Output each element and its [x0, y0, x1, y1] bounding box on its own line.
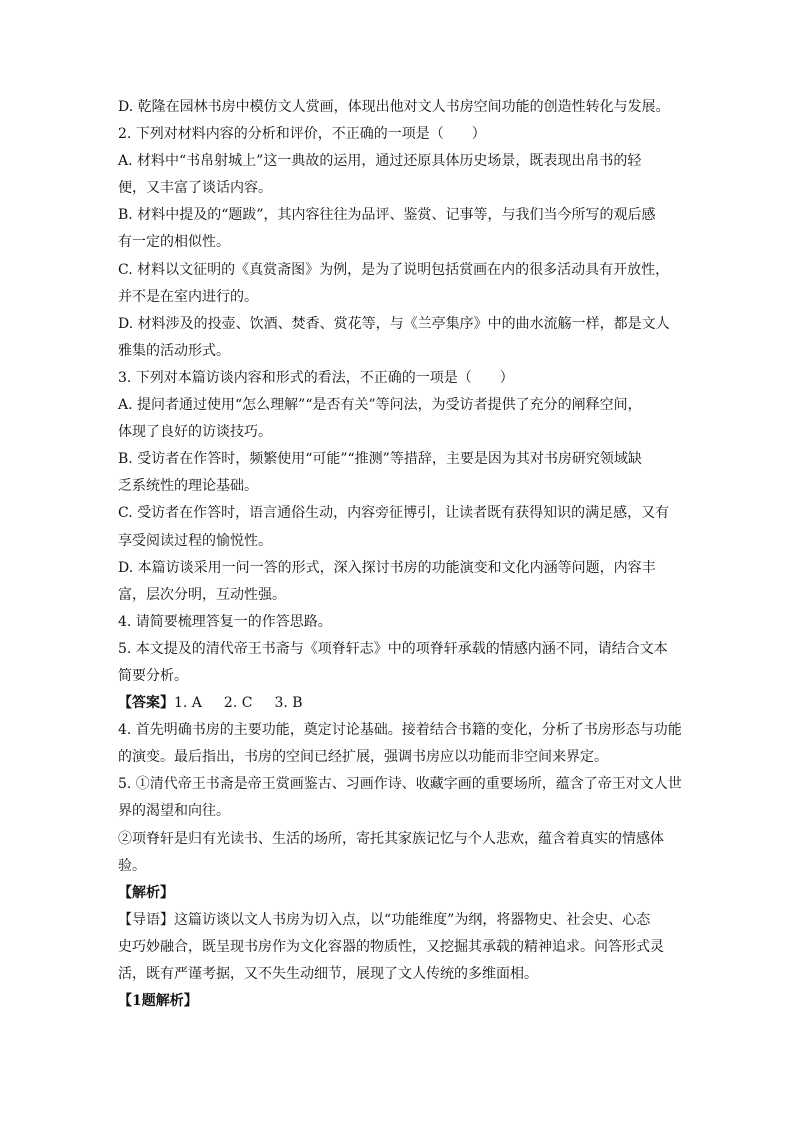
text-line: 并不是在室内进行的。 — [118, 288, 258, 305]
answer-1: 1. A — [174, 695, 202, 712]
text-line: 雅集的活动形式。 — [118, 342, 230, 359]
text-line: 便，又丰富了谈话内容。 — [118, 180, 272, 197]
text-line: 体现了良好的访谈技巧。 — [118, 424, 272, 441]
answer-row — [118, 690, 678, 717]
text-line: 简要分析。 — [118, 667, 188, 684]
question-2-stem: 2. 下列对材料内容的分析和评价，不正确的一项是（ ） — [118, 126, 486, 143]
text-line: 享受阅读过程的愉悦性。 — [118, 532, 272, 549]
text-line: 验。 — [118, 857, 146, 874]
text-line: 有一定的相似性。 — [118, 234, 230, 251]
text-line: D. 乾隆在园林书房中模仿文人赏画，体现出他对文人书房空间功能的创造性转化与发展。 — [118, 99, 670, 115]
q1-analysis-label: 【1题解析】 — [118, 993, 198, 1010]
question-4-stem: 4. 请简要梳理答复一的作答思路。 — [118, 613, 332, 630]
text-line: ②项脊轩是归有光读书、生活的场所，寄托其家族记忆与个人悲欢，蕴含着真实的情感体 — [118, 830, 664, 847]
text-line: D. 本篇访谈采用一问一答的形式，深入探讨书房的功能演变和文化内涵等问题，内容丰 — [118, 559, 656, 576]
text-line: 界的渴望和向往。 — [118, 803, 230, 820]
text-line: A. 材料中“书帛射城上”这一典故的运用，通过还原具体历史场景，既表现出帛书的轻 — [118, 153, 642, 170]
text-line: B. 材料中提及的“题跋”，其内容往往为品评、鉴赏、记事等，与我们当今所写的观后感 — [118, 207, 656, 224]
text-line: D. 材料涉及的投壶、饮酒、焚香、赏花等，与《兰亭集序》中的曲水流觞一样，都是文人 — [118, 315, 670, 332]
text-line: B. 受访者在作答时，频繁使用“可能”“推测”等措辞，主要是因为其对书房研究领域缺 — [118, 451, 642, 468]
answer-3: 3. B — [274, 695, 303, 712]
guide-line: 史巧妙融合，既呈现书房作为文化容器的物质性，又挖掘其承载的精神追求。问答形式灵 — [118, 938, 664, 955]
text-line: 的演变。最后指出，书房的空间已经扩展，强调书房应以功能而非空间来界定。 — [118, 749, 608, 766]
document-page — [118, 94, 682, 1015]
text-line: 4. 首先明确书房的主要功能，奠定讨论基础。接着结合书籍的变化，分析了书房形态与功能 — [118, 722, 682, 739]
answer-label: 【答案】 — [118, 695, 174, 712]
guide-line: 【导语】这篇访谈以文人书房为切入点，以“功能维度”为纲，将器物史、社会史、心态 — [118, 911, 651, 928]
text-line: C. 受访者在作答时，语言通俗生动，内容旁征博引，让读者既有获得知识的满足感，又有 — [118, 505, 670, 522]
guide-line: 活，既有严谨考据，又不失生动细节，展现了文人传统的多维面相。 — [118, 966, 538, 982]
answer-2: 2. C — [223, 695, 253, 712]
text-line: 5. ①清代帝王书斋是帝王赏画鉴古、习画作诗、收藏字画的重要场所，蕴含了帝王对文人世 — [118, 776, 682, 793]
analysis-label: 【解析】 — [118, 884, 174, 901]
text-line: C. 材料以文征明的《真赏斋图》为例，是为了说明包括赏画在内的很多活动具有开放性， — [118, 261, 670, 278]
text-line: 乏系统性的理论基础。 — [118, 478, 258, 495]
text-line: 富，层次分明，互动性强。 — [118, 586, 286, 603]
question-3-stem: 3. 下列对本篇访谈内容和形式的看法，不正确的一项是（ ） — [118, 369, 514, 386]
question-5-stem: 5. 本文提及的清代帝王书斋与《项脊轩志》中的项脊轩承载的情感内涵不同，请结合文本 — [118, 640, 668, 657]
text-line: A. 提问者通过使用“怎么理解”“是否有关”等问法，为受访者提供了充分的阐释空间， — [118, 397, 642, 414]
